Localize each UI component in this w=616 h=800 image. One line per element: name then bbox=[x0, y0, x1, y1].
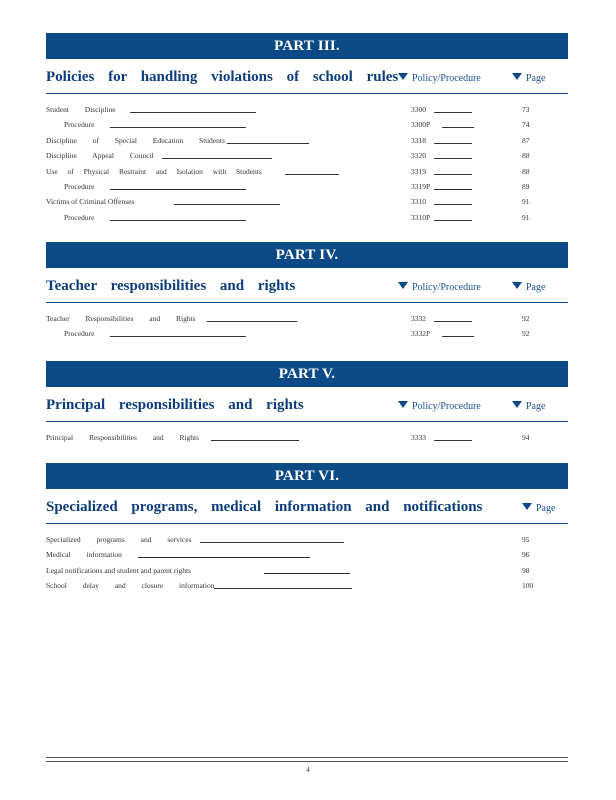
part-banner: PART VI. bbox=[46, 463, 568, 489]
part-banner: PART III. bbox=[46, 33, 568, 59]
toc-row[interactable]: Use of Physical Restraint and Isolation with Students 3319 88 bbox=[46, 166, 530, 176]
toc-rows bbox=[46, 311, 568, 342]
policy-column-header: Policy/Procedure bbox=[398, 282, 481, 293]
page-column-header: Page bbox=[522, 503, 555, 514]
section-title: Teacher responsibilities and rights bbox=[46, 278, 296, 294]
part-banner: PART V. bbox=[46, 361, 568, 387]
toc-row[interactable]: Principal Responsibilities and Rights 3333 94 bbox=[46, 433, 530, 442]
triangle-down-icon bbox=[522, 503, 532, 510]
section-title: Specialized programs, medical information and notifications bbox=[46, 499, 483, 515]
footer-rule bbox=[46, 761, 568, 762]
toc-rows bbox=[46, 102, 568, 225]
policy-column-header: Policy/Procedure bbox=[398, 73, 481, 84]
triangle-down-icon bbox=[398, 401, 408, 408]
toc-row[interactable]: Discipline of Special Education Students 3318 87 bbox=[46, 135, 530, 145]
toc-row[interactable]: Procedure 3319P 89 bbox=[64, 181, 530, 191]
toc-rows bbox=[46, 532, 568, 594]
page-column-header: Page bbox=[512, 73, 545, 84]
triangle-down-icon bbox=[398, 73, 408, 80]
triangle-down-icon bbox=[512, 73, 522, 80]
section-header bbox=[46, 65, 568, 94]
policy-column-header: Policy/Procedure bbox=[398, 401, 481, 412]
toc-rows bbox=[46, 430, 568, 445]
page-column-header: Page bbox=[512, 282, 545, 293]
section-part-vi bbox=[46, 463, 568, 594]
triangle-down-icon bbox=[512, 282, 522, 289]
triangle-down-icon bbox=[398, 282, 408, 289]
section-header bbox=[46, 393, 568, 422]
toc-row[interactable]: Procedure 3300P 74 bbox=[64, 120, 530, 130]
triangle-down-icon bbox=[512, 401, 522, 408]
section-title: Policies for handling violations of school rules bbox=[46, 69, 399, 85]
toc-row[interactable]: Teacher Responsibilities and Rights 3332 92 bbox=[46, 314, 530, 323]
toc-row[interactable]: Student Discipline 3300 73 bbox=[46, 105, 530, 114]
toc-row[interactable]: Procedure 3310P 91 bbox=[64, 212, 530, 222]
page-number: 4 bbox=[306, 766, 310, 774]
section-part-iv bbox=[46, 242, 568, 342]
toc-row[interactable]: Legal notifications and student and parent rights 98 bbox=[46, 565, 530, 575]
page-column-header: Page bbox=[512, 401, 545, 412]
part-banner: PART IV. bbox=[46, 242, 568, 268]
toc-row[interactable]: Procedure 3332P 92 bbox=[64, 329, 530, 339]
toc-row[interactable]: School delay and closure information 100 bbox=[46, 581, 534, 591]
footer-rule bbox=[46, 757, 568, 758]
toc-row[interactable]: Specialized programs and services 95 bbox=[46, 535, 530, 544]
toc-row[interactable]: Discipline Appeal Council 3320 88 bbox=[46, 151, 530, 161]
section-part-iii bbox=[46, 33, 568, 225]
toc-row[interactable]: Victims of Criminal Offenses 3310 91 bbox=[46, 197, 530, 207]
section-header bbox=[46, 495, 568, 524]
section-title: Principal responsibilities and rights bbox=[46, 397, 304, 413]
toc-row[interactable]: Medical information 96 bbox=[46, 550, 530, 560]
section-header bbox=[46, 274, 568, 303]
section-part-v bbox=[46, 361, 568, 445]
